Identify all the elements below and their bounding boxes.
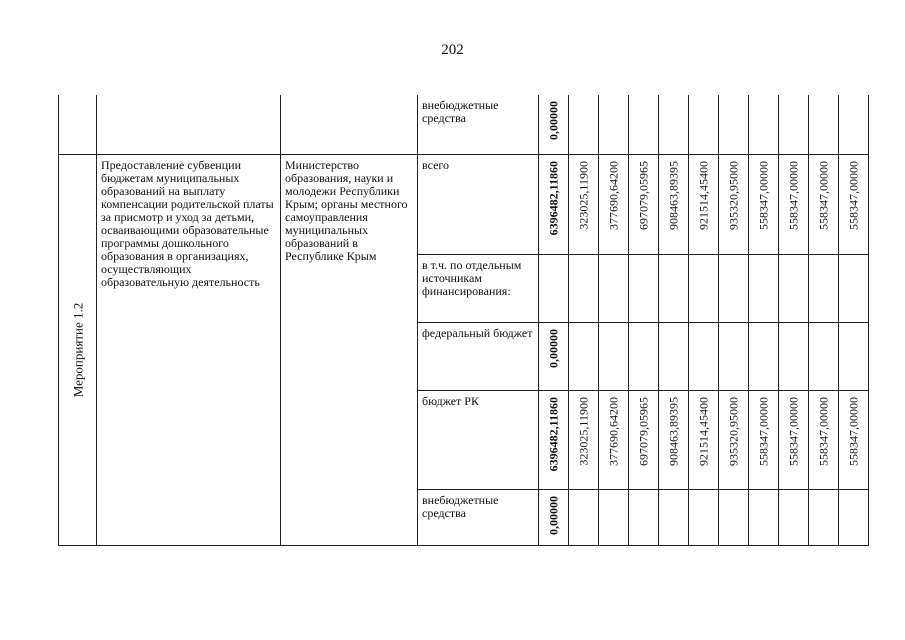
year-cell — [719, 489, 749, 545]
year-cell — [779, 322, 809, 390]
year-cell — [749, 254, 779, 322]
year-cell — [839, 254, 869, 322]
total-cell — [539, 254, 569, 322]
year-cell — [719, 322, 749, 390]
year-cell — [599, 95, 629, 154]
source-cell: в т.ч. по отдельным источникам финансирования: — [418, 254, 539, 322]
financing-table — [58, 95, 869, 546]
year-cell — [839, 322, 869, 390]
year-cell: 558347,00000 — [839, 390, 869, 489]
year-cell — [689, 254, 719, 322]
year-cell — [629, 254, 659, 322]
year-cell — [599, 489, 629, 545]
year-cell — [779, 489, 809, 545]
year-cell — [569, 322, 599, 390]
year-cell — [779, 254, 809, 322]
source-cell: всего — [418, 154, 539, 254]
year-cell: 558347,00000 — [779, 390, 809, 489]
total-cell: 6396482,11860 — [539, 154, 569, 254]
total-cell: 0,00000 — [539, 489, 569, 545]
year-cell — [599, 254, 629, 322]
year-cell — [689, 489, 719, 545]
year-cell — [569, 254, 599, 322]
year-cell — [659, 322, 689, 390]
year-cell — [689, 322, 719, 390]
year-cell — [629, 322, 659, 390]
year-cell — [629, 95, 659, 154]
year-cell: 558347,00000 — [839, 154, 869, 254]
year-cell: 935320,95000 — [719, 390, 749, 489]
year-cell: 558347,00000 — [809, 154, 839, 254]
year-cell — [659, 95, 689, 154]
year-cell: 377690,64200 — [599, 390, 629, 489]
year-cell — [749, 489, 779, 545]
year-cell: 935320,95000 — [719, 154, 749, 254]
year-cell: 908463,89395 — [659, 154, 689, 254]
year-cell — [689, 95, 719, 154]
year-cell: 377690,64200 — [599, 154, 629, 254]
year-cell: 921514,45400 — [689, 390, 719, 489]
year-cell — [719, 254, 749, 322]
source-cell: внебюджетные средства — [418, 489, 539, 545]
measure-id: Мероприятие 1.2 — [70, 302, 85, 397]
year-cell — [839, 489, 869, 545]
source-cell: федеральный бюджет — [418, 322, 539, 390]
total-cell: 0,00000 — [539, 322, 569, 390]
year-cell — [659, 254, 689, 322]
measure-description: Предоставление субвенции бюджетам муниципальных образований на выплату компенсации родительской платы за присмотр и уход за детьми, осваивающими образовательные программы дошкольного образования в организациях, осуществляющих образовательную деятельность — [97, 154, 281, 545]
page-number: 202 — [441, 42, 464, 58]
year-cell — [569, 95, 599, 154]
year-cell — [749, 95, 779, 154]
source-cell: внебюджетные средства — [418, 95, 539, 154]
year-cell: 558347,00000 — [779, 154, 809, 254]
source-cell: бюджет РК — [418, 390, 539, 489]
table-row — [59, 154, 869, 254]
year-cell: 697079,05965 — [629, 390, 659, 489]
year-cell — [749, 322, 779, 390]
year-cell — [809, 254, 839, 322]
year-cell: 323025,11900 — [569, 390, 599, 489]
total-cell: 0,00000 — [539, 95, 569, 154]
id-cell-empty — [59, 95, 97, 154]
year-cell — [779, 95, 809, 154]
year-cell — [809, 95, 839, 154]
year-cell — [599, 322, 629, 390]
year-cell — [809, 322, 839, 390]
year-cell: 558347,00000 — [809, 390, 839, 489]
year-cell: 921514,45400 — [689, 154, 719, 254]
total-cell: 6396482,11860 — [539, 390, 569, 489]
measure-executor: Министерство образования, науки и молодежи Республики Крым; органы местного самоуправления муниципальных образований в Республике Крым — [281, 154, 418, 545]
year-cell — [839, 95, 869, 154]
description-cell-empty — [97, 95, 281, 154]
table-row — [59, 95, 869, 154]
executor-cell-empty — [281, 95, 418, 154]
year-cell: 558347,00000 — [749, 390, 779, 489]
year-cell — [629, 489, 659, 545]
year-cell: 558347,00000 — [749, 154, 779, 254]
year-cell: 323025,11900 — [569, 154, 599, 254]
year-cell: 908463,89395 — [659, 390, 689, 489]
year-cell: 697079,05965 — [629, 154, 659, 254]
year-cell — [659, 489, 689, 545]
year-cell — [809, 489, 839, 545]
measure-id-cell — [59, 154, 97, 545]
year-cell — [569, 489, 599, 545]
year-cell — [719, 95, 749, 154]
